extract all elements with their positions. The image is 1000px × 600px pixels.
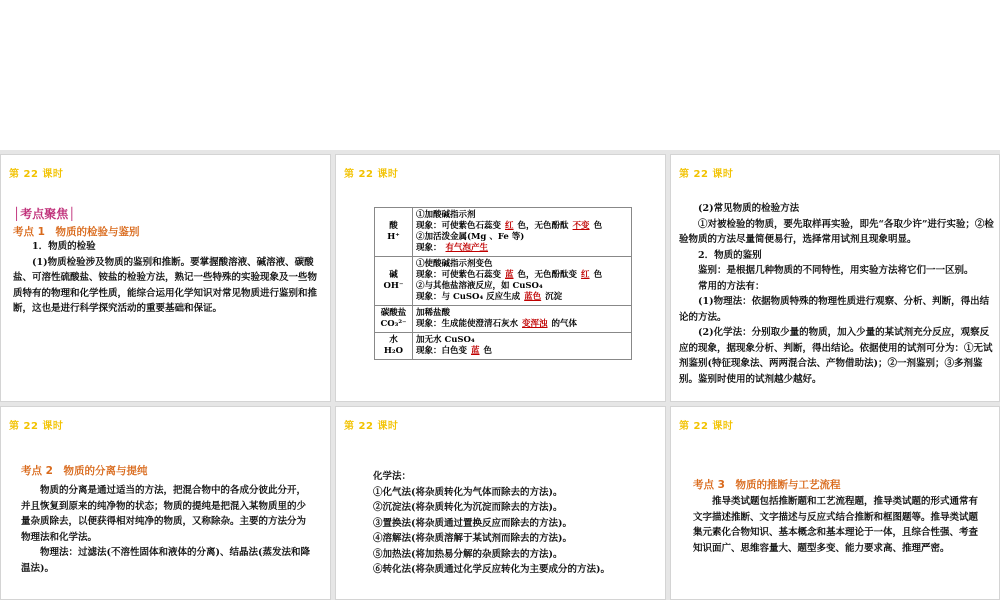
slide-header: 第 22 课时 xyxy=(679,169,734,180)
table-cell-substance: 碱 OH⁻ xyxy=(375,257,413,306)
content-text xyxy=(13,239,319,317)
answer-blank: 蓝色 xyxy=(524,292,542,302)
slide-thumbnail-1[interactable] xyxy=(0,154,331,402)
answer-blank: 变浑浊 xyxy=(522,319,548,329)
answer-blank: 有气泡产生 xyxy=(445,243,489,253)
list-item: ②沉淀法(将杂质转化为沉淀而除去的方法)。 xyxy=(373,502,563,513)
slide-header: 第 22 课时 xyxy=(9,169,64,180)
slide-thumbnail-5[interactable] xyxy=(335,406,666,600)
list-item: ③置换法(将杂质通过置换反应而除去的方法)。 xyxy=(373,517,572,529)
table-cell-substance: 碳酸盐 CO₃²⁻ xyxy=(375,306,413,333)
subheading: 1．物质的检验 xyxy=(32,241,96,252)
table-row xyxy=(375,208,632,257)
section-title: 考点 2 物质的分离与提纯 xyxy=(21,465,148,477)
slide-header: 第 22 课时 xyxy=(344,169,399,180)
answer-blank: 蓝 xyxy=(471,346,480,356)
top-blank-area xyxy=(0,0,1000,150)
content-text: 物质的分离是通过适当的方法，把混合物中的各成分彼此分开，并且恢复到原来的纯净物的状态；物质的提纯是把混入某物质里的少量杂质除去，以便获得相对纯净的物质，又称除杂。主要的方法分为物理法和化学法。 物理法：过滤法(不溶性固体和液体的分离)、结晶法(蒸发法和降温法)。 xyxy=(21,485,310,574)
slide-thumbnail-4[interactable] xyxy=(0,406,331,600)
table-cell-method: 加无水 CuSO₄ 现象：白色变 蓝 色 xyxy=(413,333,632,360)
list-item: ④溶解法(将杂质溶解于某试剂而除去的方法)。 xyxy=(373,533,572,544)
content-text: (2)常见物质的检验方法 ①对被检验的物质，要先取样再实验，即先“各取少许”进行实验；②检验物质的方法尽量简便易行，选择常用试剂且现象明显。 2．物质的鉴别 鉴别：是根据几种物质的不同特性，用实验方法将它们一一区别。 常用的方法有： (1)物理法：依据物质特殊的物理性质进行观察、分析、判断，得出结论的方法。 (2)化学法：分别取少量的物质，加入少量的某试剂充分反应，观察反应的现象，据现象分析、判断，得出结论。依据使用的试剂可分为：①无试剂鉴别(特征现象法、两两混合法、产物借助法)；②一剂鉴别；③多剂鉴别。鉴别时使用的试剂越少越好。 xyxy=(679,203,994,385)
section-title: 考点 1 物质的检验与鉴别 xyxy=(13,226,140,238)
answer-blank: 不变 xyxy=(572,221,590,231)
answer-blank: 蓝 xyxy=(505,270,514,280)
slide-thumbnail-3[interactable] xyxy=(670,154,1000,402)
slide-thumbnail-6[interactable] xyxy=(670,406,1000,600)
list-item: ①化气法(将杂质转化为气体而除去的方法)。 xyxy=(373,486,563,498)
content-list xyxy=(373,469,663,578)
table-row xyxy=(375,333,632,360)
section-title: 考点 3 物质的推断与工艺流程 xyxy=(693,479,841,491)
answer-blank: 红 xyxy=(505,221,514,231)
list-title: 化学法： xyxy=(373,471,412,482)
slide-header: 第 22 课时 xyxy=(344,421,399,432)
table-cell-method: ①使酸碱指示剂变色 现象：可使紫色石蕊变 蓝 色，无色酚酞变 红 色 ②与其他盐溶液反应，如 CuSO₄ 现象：与 CuSO₄ 反应生成 蓝色 沉淀 xyxy=(413,257,632,306)
table-cell-method: ①加酸碱指示剂 现象：可使紫色石蕊变 红 色，无色酚酞 不变 色 ②加活泼金属(Mg 、Fe 等) 现象： 有气泡产生 xyxy=(413,208,632,257)
content-text: 推导类试题包括推断题和工艺流程题，推导类试题的形式通常有文字描述推断、文字描述与反应式结合推断和框图题等。推导类试题集元素化合物知识、基本概念和基本理论于一体，且综合性强、考查知识面广、思维容量大、题型多变、能力要求高、推理严密。 xyxy=(693,496,979,554)
ion-test-table xyxy=(374,207,632,360)
slide-thumbnail-2[interactable] xyxy=(335,154,666,402)
list-item: ⑥转化法(将杂质通过化学反应转化为主要成分的方法)。 xyxy=(373,564,610,575)
list-item: ⑤加热法(将加热易分解的杂质除去的方法)。 xyxy=(373,548,563,560)
section-tag: │考点聚焦│ xyxy=(13,207,76,221)
table-row xyxy=(375,257,632,306)
table-cell-substance: 水 H₂O xyxy=(375,333,413,360)
table-cell-substance: 酸 H⁺ xyxy=(375,208,413,257)
table-cell-method: 加稀盐酸 现象：生成能使澄清石灰水 变浑浊 的气体 xyxy=(413,306,632,333)
paragraph: (1)物质检验涉及物质的鉴别和推断。要掌握酸溶液、碱溶液、碳酸盐、可溶性硫酸盐、铵盐的检验方法，熟记一些特殊的实验现象及一些物质特有的物理和化学性质，能综合运用化学知识对常见物质进行鉴别和推断，这也是进行科学探究活动的重要基础和保证。 xyxy=(13,256,318,314)
slide-header: 第 22 课时 xyxy=(679,421,734,432)
table-row xyxy=(375,306,632,333)
slide-header: 第 22 课时 xyxy=(9,421,64,432)
answer-blank: 红 xyxy=(581,270,590,280)
